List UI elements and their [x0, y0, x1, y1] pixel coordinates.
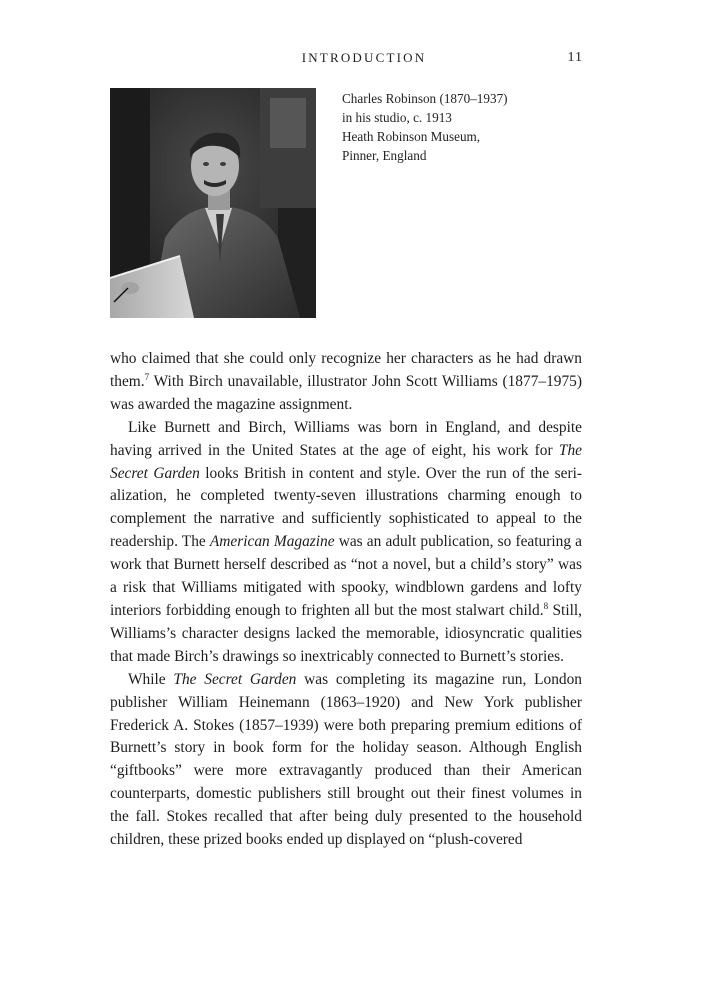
text-run: While — [128, 670, 174, 688]
footnote-ref: 7 — [144, 371, 150, 382]
caption-line: Charles Robinson (1870–1937) — [342, 91, 508, 106]
paragraph — [110, 417, 582, 669]
caption-line: Heath Robinson Museum, — [342, 129, 481, 144]
running-head — [0, 50, 728, 70]
paragraph — [110, 669, 582, 852]
body-text — [110, 348, 582, 852]
running-head-title: INTRODUCTION — [301, 50, 427, 65]
magazine-title: American Magazine — [209, 533, 335, 551]
text-run: Like Burnett and Birch, Williams was born in England, and despite having arrived in the United States at the age of eight, his work for — [110, 418, 582, 459]
footnote-ref: 8 — [543, 600, 549, 611]
paragraph — [110, 348, 582, 417]
text-run: was completing its magazine run, London publisher William Heinemann (1863–1920) and New York publisher Frederick A. Stokes (1857–1939) were both preparing premium editions of Burnett’s story in book form for the holiday season. Although English “giftbooks” were more extravagantly produced than their American counterparts, domestic publishers still brought out their finest volumes in the fall. Stokes recalled that after being duly presented to the household children, these prized books ended up displayed on “plush-covered — [110, 670, 582, 849]
text-run: who claimed that she could only recognize her characters as he had drawn them. — [110, 350, 582, 390]
caption-line: in his studio, c. 1913 — [342, 110, 452, 125]
photo-illustration — [110, 88, 316, 318]
book-title: The Secret Garden — [110, 441, 582, 482]
book-title: The Secret Garden — [173, 670, 297, 688]
text-run: looks British in content and style. Over the run of the serialization, he completed twenty-seven illustrations charming enough to complement the narrative and sufficiently sophisticated to appeal to the readership. The — [110, 464, 583, 551]
caption-line: Pinner, England — [342, 148, 427, 163]
page-number: 11 — [567, 50, 583, 65]
text-run: With Birch unavailable, illustrator John Scott Williams (1877–1975) was awarded the magazine assignment. — [110, 372, 582, 413]
text-run: Still, Williams’s character designs lacked the memorable, idiosyncratic qualities that made Birch’s drawings so inextricably connected to Burnett’s stories. — [110, 601, 582, 665]
text-run: was an adult publication, so featuring a work that Burnett herself described as “not a novel, but a child’s story” was a risk that Williams mitigated with spooky, windblown gardens and lofty interiors forbidding enough to frighten all but the most stalwart child. — [110, 533, 582, 619]
figure-photo — [110, 88, 316, 318]
figure-caption — [342, 89, 582, 165]
